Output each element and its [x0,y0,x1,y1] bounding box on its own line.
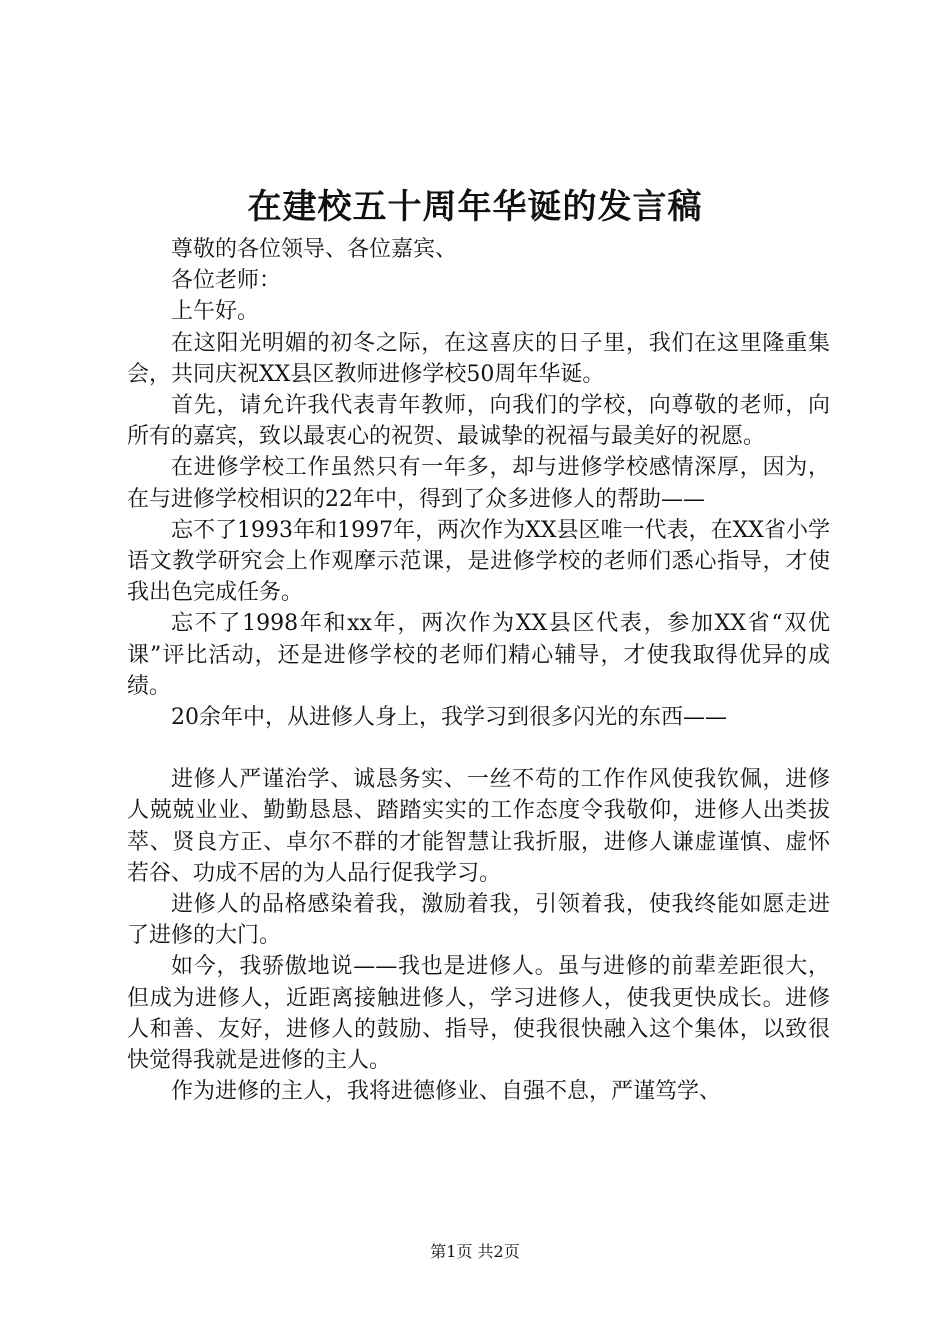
page-number-footer: 第1页 共2页 [430,1242,520,1261]
paragraph: 上午好。 [171,299,260,325]
paragraph: 在这阳光明媚的初冬之际，在这喜庆的日子里，我们在这里隆重集会，共同庆祝XX县区教师进修学校50周年华诞。 [127,330,830,387]
page-title: 在建校五十周年华诞的发言稿 [247,187,703,227]
paragraph: 首先，请允许我代表青年教师，向我们的学校，向尊敬的老师，向所有的嘉宾，致以最衷心的祝贺、最诚挚的祝福与最美好的祝愿。 [127,393,830,450]
paragraph: 忘不了1993年和1997年，两次作为XX县区唯一代表，在XX省小学语文教学研究会上作观摩示范课，是进修学校的老师们悉心指导，才使我出色完成任务。 [127,517,830,606]
paragraph: 尊敬的各位领导、各位嘉宾、 [171,237,458,262]
paragraph: 20余年中，从进修人身上，我学习到很多闪光的东西—— [171,705,727,731]
paragraph: 在进修学校工作虽然只有一年多，却与进修学校感情深厚，因为，在与进修学校相识的22年中，得到了众多进修人的帮助—— [127,455,830,512]
document-body [127,234,830,1107]
paragraph: 作为进修的主人，我将进德修业、自强不息，严谨笃学、 [171,1079,722,1105]
paragraph: 各位老师： [171,268,282,294]
paragraph: 进修人严谨治学、诚恳务实、一丝不苟的工作作风使我钦佩，进修人兢兢业业、勤勤恳恳、踏踏实实的工作态度令我敬仰，进修人出类拔萃、贤良方正、卓尔不群的才能智慧让我折服，进修人谦虚谨慎、虚怀若谷、功成不居的为人品行促我学习。 [127,767,830,886]
paragraph: 如今，我骄傲地说——我也是进修人。虽与进修的前辈差距很大，但成为进修人，近距离接触进修人，学习进修人，使我更快成长。进修人和善、友好，进修人的鼓励、指导，使我很快融入这个集体，以致很快觉得我就是进修的主人。 [127,954,830,1074]
paragraph: 进修人的品格感染着我，激励着我，引领着我，使我终能如愿走进了进修的大门。 [127,892,830,949]
paragraph: 忘不了1998年和xx年，两次作为XX县区代表，参加XX省“双优课”评比活动，还是进修学校的老师们精心辅导，才使我取得优异的成绩。 [127,611,830,699]
